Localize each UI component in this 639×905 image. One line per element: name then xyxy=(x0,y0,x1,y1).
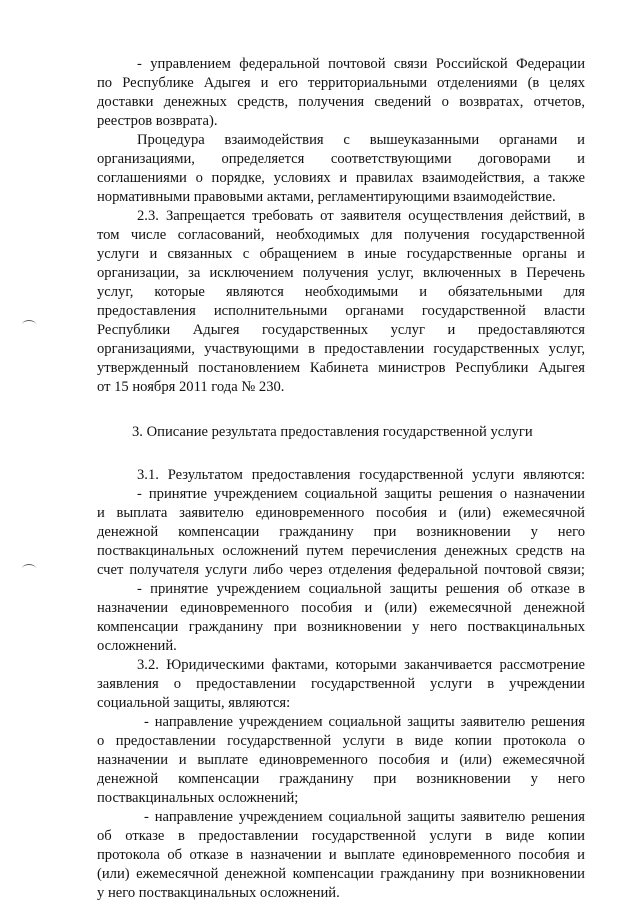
text-line: об отказе в предоставлении государственной услуги в виде копии xyxy=(97,828,585,844)
text-line: 3.2. Юридическими фактами, которыми заканчивается рассмотрение xyxy=(137,657,585,673)
text-line: денежной компенсации гражданину при возникновении у него xyxy=(97,771,585,787)
section-heading: 3. Описание результата предоставления государственной услуги xyxy=(132,424,533,440)
text-line: организациями, участвующими в предоставлении государственных услуг, xyxy=(97,341,585,357)
scan-margin-mark xyxy=(22,320,36,329)
text-line: - управлением федеральной почтовой связи Российской Федерации xyxy=(137,56,585,72)
text-line: услуги и связанных с обращением в иные государственные органы и xyxy=(97,246,585,262)
text-line: организациями, определяется соответствующими договорами и xyxy=(97,151,585,167)
text-line: назначении единовременного пособия и (или) ежемесячной денежной xyxy=(97,600,585,616)
text-line: (или) ежемесячной денежной компенсации гражданину при возникновении xyxy=(97,866,585,882)
text-line: и выплата заявителю единовременного пособия и (или) ежемесячной xyxy=(97,505,585,521)
text-line: компенсации гражданину при возникновении у него поствакцинальных xyxy=(97,619,585,635)
text-line: назначении и выплате единовременного пособия и (или) ежемесячной xyxy=(97,752,585,768)
text-line: социальной защиты, являются: xyxy=(97,695,291,711)
text-line: услуг, которые являются необходимыми и обязательными для xyxy=(97,284,585,300)
text-line: счет получателя услуги либо через отделения федеральной почтовой связи; xyxy=(97,562,585,578)
text-line: соглашениями о порядке, условиях и правилах взаимодействия, а также xyxy=(97,170,585,186)
text-line: - принятие учреждением социальной защиты решения об отказе в xyxy=(137,581,585,597)
text-line: заявления о предоставлении государственной услуги в учреждении xyxy=(97,676,585,692)
text-line: по Республике Адыгея и его территориальными отделениями (в целях xyxy=(97,75,585,91)
text-line: Процедура взаимодействия с вышеуказанными органами и xyxy=(137,132,585,148)
text-line: утвержденный постановлением Кабинета министров Республики Адыгея xyxy=(97,360,585,376)
text-line: нормативными правовыми актами, регламентирующими взаимодействие. xyxy=(97,189,556,205)
text-line: осложнений. xyxy=(97,638,177,654)
text-line: поствакцинальных осложнений; xyxy=(97,790,299,806)
scan-margin-mark xyxy=(22,564,36,573)
text-line: том числе согласований, необходимых для получения государственной xyxy=(97,227,585,243)
text-line: 3.1. Результатом предоставления государственной услуги являются: xyxy=(137,467,585,483)
text-line: 2.3. Запрещается требовать от заявителя осуществления действий, в xyxy=(137,208,585,224)
text-line: - направление учреждением социальной защиты заявителю решения xyxy=(144,809,585,825)
text-line: Республики Адыгея государственных услуг и предоставляются xyxy=(97,322,585,338)
text-line: организации, за исключением получения услуг, включенных в Перечень xyxy=(97,265,585,281)
text-line: - принятие учреждением социальной защиты решения о назначении xyxy=(137,486,585,502)
text-line: протокола об отказе в назначении и выплате единовременного пособия и xyxy=(97,847,585,863)
text-line: денежной компенсации гражданину при возникновении у него xyxy=(97,524,585,540)
text-line: о предоставлении государственной услуги в виде копии протокола о xyxy=(97,733,585,749)
text-line: от 15 ноября 2011 года № 230. xyxy=(97,379,285,395)
text-line: реестров возврата). xyxy=(97,113,218,129)
text-line: - направление учреждением социальной защиты заявителю решения xyxy=(144,714,585,730)
text-line: доставки денежных средств, получения сведений о возвратах, отчетов, xyxy=(97,94,585,110)
text-line: у него поствакцинальных осложнений. xyxy=(97,885,340,901)
text-line: предоставления исполнительными органами государственной власти xyxy=(97,303,585,319)
text-line: поствакцинальных осложнений путем перечисления денежных средств на xyxy=(97,543,585,559)
